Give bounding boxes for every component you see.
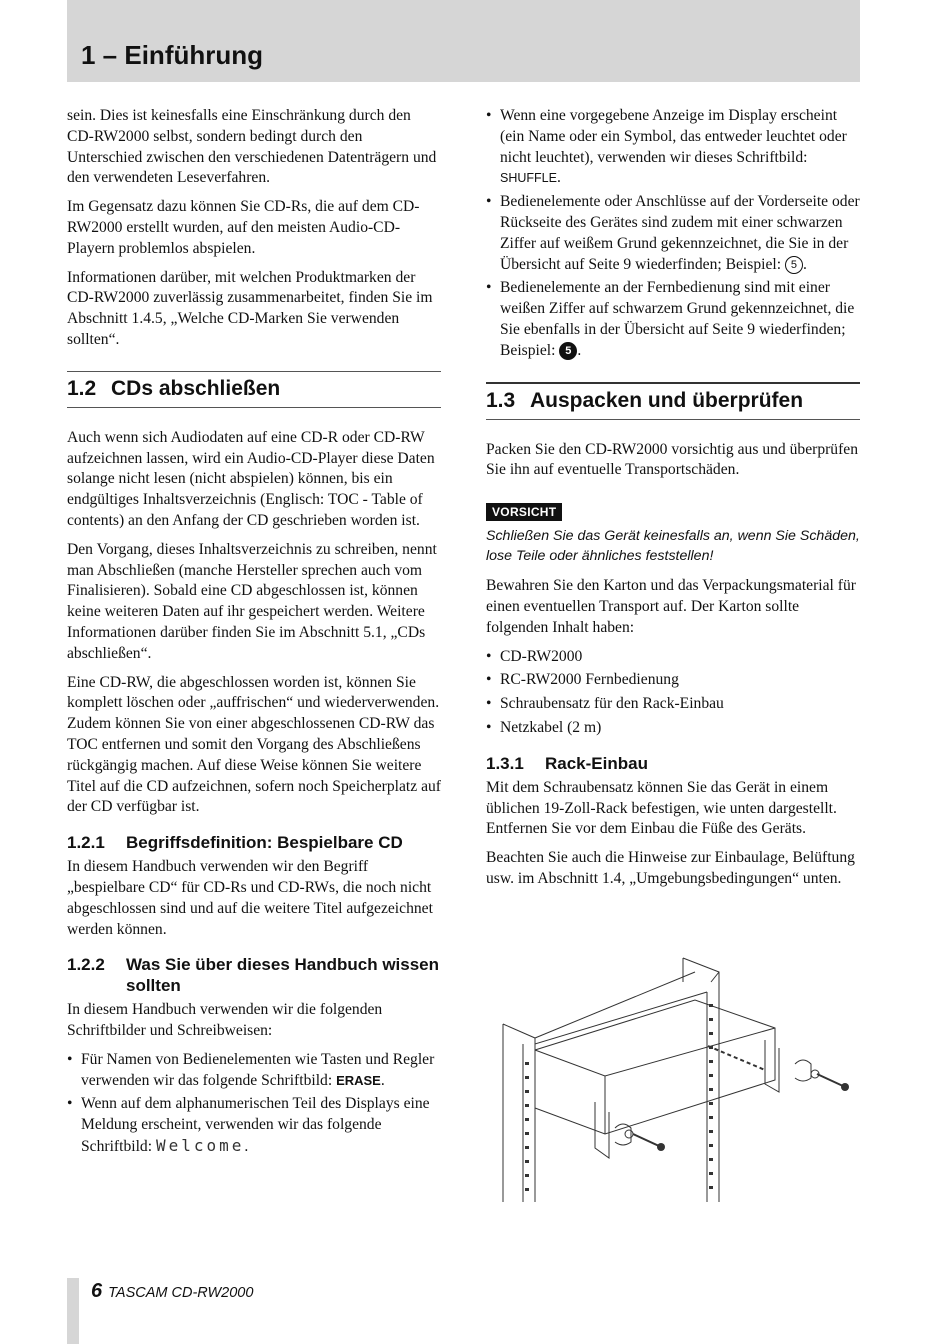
paragraph: In diesem Handbuch verwenden wir den Begriff „bespielbare CD“ für CD-Rs und CD-RWs, die noch nicht abgeschlossen sind und auf die weitere Titel aufgezeichnet werden können. bbox=[67, 858, 433, 938]
paragraph: In diesem Handbuch verwenden wir die folgenden Schriftbilder und Schreibweisen: bbox=[67, 1001, 383, 1040]
indicator-example: SHUFFLE bbox=[500, 171, 557, 186]
subsection-title: Was Sie über dieses Handbuch wissen sollten bbox=[126, 955, 440, 996]
subsection-number: 1.3.1 bbox=[486, 753, 524, 773]
black-circled-number-icon: 5 bbox=[559, 342, 577, 360]
typography-list-continued bbox=[486, 106, 860, 362]
subsection-heading-1-2-1 bbox=[67, 832, 441, 853]
list-item: • Wenn eine vorgegebene Anzeige im Display erscheint (ein Name oder ein Symbol, das entweder leuchtet oder nicht leuchtet), verwenden wir dieses Schriftbild: SHUFFLE. bbox=[486, 106, 860, 189]
caution-text: Schließen Sie das Gerät keinesfalls an, wenn Sie Schäden, lose Teile oder ähnliches feststellen! bbox=[486, 528, 860, 564]
subsection-title: Begriffsdefinition: Bespielbare CD bbox=[126, 833, 403, 853]
list-item: • Schraubensatz für den Rack-Einbau bbox=[486, 694, 860, 715]
page-number: 6 bbox=[91, 1280, 103, 1302]
paragraph: Bewahren Sie den Karton und das Verpackungsmaterial für einen eventuellen Transport auf. Der Karton sollte folgenden Inhalt haben: bbox=[486, 577, 856, 636]
footer-model-name: TASCAM CD-RW2000 bbox=[108, 1285, 254, 1301]
list-item: • Für Namen von Bedienelementen wie Tasten und Regler verwenden wir das folgende Schriftbild: ERASE. bbox=[67, 1050, 441, 1092]
paragraph: Informationen darüber, mit welchen Produktmarken der CD-RW2000 zuverlässig zusammenarbeitet, finden Sie im Abschnitt 1.4.5, „Welche CD-Marken Sie verwenden sollten“. bbox=[67, 268, 433, 348]
chapter-header bbox=[67, 0, 860, 82]
section-number: 1.2 bbox=[67, 376, 97, 400]
typography-list bbox=[67, 1050, 441, 1158]
rack-mount-illustration bbox=[495, 952, 855, 1202]
paragraph: Mit dem Schraubensatz können Sie das Gerät in einem üblichen 19-Zoll-Rack befestigen, wie unten dargestellt. Entfernen Sie vor dem Einbau die Füße des Geräts. bbox=[486, 778, 837, 838]
subsection-heading-1-3-1 bbox=[486, 753, 860, 774]
page-footer bbox=[91, 1280, 253, 1303]
paragraph: Den Vorgang, dieses Inhaltsverzeichnis zu schreiben, nennt man Abschließen (manche Hersteller sprechen auch vom Finalisieren). Sobald eine CD abgeschlossen ist, können keine weiteren Daten auf ihr gespeichert werden. Weitere Informationen darüber finden Sie im Abschnitt 5.1, „CDs abschließen“. bbox=[67, 540, 437, 662]
paragraph: Packen Sie den CD-RW2000 vorsichtig aus und überprüfen Sie ihn auf eventuelle Transportschäden. bbox=[486, 440, 859, 479]
chapter-title: 1 – Einführung bbox=[81, 40, 263, 70]
section-number: 1.3 bbox=[486, 388, 516, 412]
paragraph: Im Gegensatz dazu können Sie CD-Rs, die auf dem CD-RW2000 erstellt wurden, auf den meisten Audio-CD-Playern problemlos abspielen. bbox=[67, 198, 420, 257]
package-contents-list bbox=[486, 647, 860, 739]
caution-label: VORSICHT bbox=[486, 503, 562, 521]
section-heading-1-3 bbox=[486, 382, 860, 420]
list-item: • Netzkabel (2 m) bbox=[486, 718, 860, 739]
subsection-number: 1.2.1 bbox=[67, 833, 105, 853]
page-gutter-bar bbox=[67, 1278, 79, 1344]
list-item: • Wenn auf dem alphanumerischen Teil des Displays eine Meldung erscheint, verwenden wir das folgende Schriftbild: Welcome. bbox=[67, 1094, 441, 1157]
section-title: CDs abschließen bbox=[111, 376, 281, 400]
paragraph: sein. Dies ist keinesfalls eine Einschränkung durch den CD-RW2000 selbst, sondern bedingt durch den Unterschied zwischen den verschiedenen Datenträgern und den verwendeten Leseverfahren. bbox=[67, 107, 437, 187]
subsection-title: Rack-Einbau bbox=[545, 753, 648, 773]
display-message-example: Welcome bbox=[155, 1136, 245, 1156]
paragraph: Beachten Sie auch die Hinweise zur Einbaulage, Belüftung usw. im Abschnitt 1.4, „Umgebungsbedingungen“ unten. bbox=[486, 849, 855, 887]
list-item: • RC-RW2000 Fernbedienung bbox=[486, 670, 860, 691]
subsection-number: 1.2.2 bbox=[67, 955, 105, 975]
paragraph: Eine CD-RW, die abgeschlossen worden ist, können Sie komplett löschen oder „auffrischen“ und wiederverwenden. Zudem können Sie von einer abgeschlossenen CD-RW das TOC entfernen und somit den Vorgang des Abschließens rückgängig machen. Auf diese Weise können Sie weitere Titel auf die CD aufzeichnen, sofern noch Speicherplatz auf der CD verfügbar ist. bbox=[67, 673, 441, 816]
section-heading-1-2 bbox=[67, 371, 441, 408]
list-item: • CD-RW2000 bbox=[486, 647, 860, 668]
paragraph: Auch wenn sich Audiodaten auf eine CD-R oder CD-RW aufzeichnen lassen, wird ein Audio-CD-Player diese Daten solange nicht lesen (nicht abspielen) können, bis ein endgültiges Inhaltsverzeichnis (Englisch: TOC - Table of contents) an den Anfang der CD geschrieben worden ist. bbox=[67, 428, 435, 529]
right-column bbox=[486, 106, 860, 898]
section-title: Auspacken und überprüfen bbox=[530, 388, 804, 412]
subsection-heading-1-2-2 bbox=[67, 954, 441, 996]
list-item: • Bedienelemente oder Anschlüsse auf der Vorderseite oder Rückseite des Gerätes sind zudem mit einer schwarzen Ziffer auf weißem Grund gekennzeichnet, die Sie in der Übersicht auf Seite 9 wiederfinden; Beispiel: 5 . bbox=[486, 192, 860, 275]
left-column bbox=[67, 106, 441, 1166]
button-name-example: ERASE bbox=[336, 1072, 381, 1088]
list-item: • Bedienelemente an der Fernbedienung sind mit einer weißen Ziffer auf schwarzem Grund gekennzeichnet, die Sie ebenfalls in der Übersicht auf Seite 9 wiederfinden; Beispiel: 5 . bbox=[486, 278, 860, 361]
white-circled-number-icon: 5 bbox=[785, 256, 803, 274]
